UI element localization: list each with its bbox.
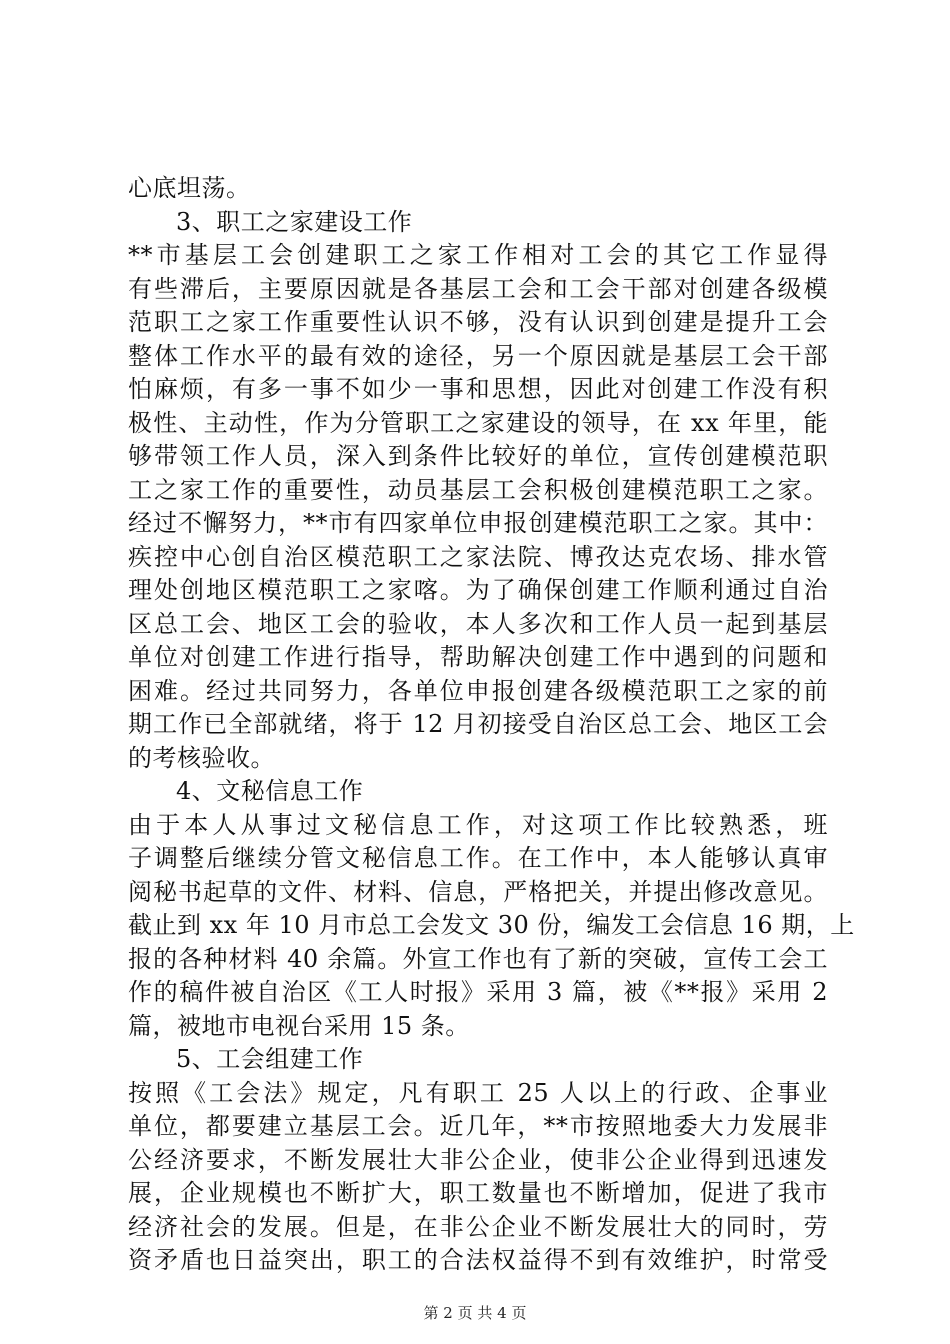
text-line: 整体工作水平的最有效的途径，另一个原因就是基层工会干部 — [128, 341, 828, 370]
text-line: 经过不懈努力，**市有四家单位申报创建模范职工之家。其中： — [128, 509, 828, 537]
text-line: 心底坦荡。 — [128, 174, 251, 202]
text-line: 范职工之家工作重要性认识不够，没有认识到创建是提升工会 — [128, 308, 828, 336]
text-line: 截止到 xx 年 10 月市总工会发文 30 份，编发工会信息 16 期，上 — [128, 911, 855, 939]
text-line: 由于本人从事过文秘信息工作，对这项工作比较熟悉，班 — [128, 810, 828, 839]
text-line: 期工作已全部就绪，将于 12 月初接受自治区总工会、地区工会 — [128, 710, 828, 738]
text-line: 理处创地区模范职工之家喀。为了确保创建工作顺利通过自治 — [128, 576, 828, 604]
page-footer: 第 2 页 共 4 页 — [423, 1304, 527, 1322]
text-line: 困难。经过共同努力，各单位申报创建各级模范职工之家的前 — [128, 676, 828, 705]
text-line: 作的稿件被自治区《工人时报》采用 3 篇，被《**报》采用 2 — [128, 978, 828, 1006]
text-line: 疾控中心创自治区模范职工之家法院、博孜达克农场、排水管 — [128, 542, 828, 571]
text-line: 单位，都要建立基层工会。近几年，**市按照地委大力发展非 — [128, 1112, 828, 1140]
text-line: 有些滞后，主要原因就是各基层工会和工会干部对创建各级模 — [128, 274, 828, 303]
text-line: 公经济要求，不断发展壮大非公企业，使非公企业得到迅速发 — [128, 1145, 828, 1174]
text-line: 按照《工会法》规定，凡有职工 25 人以上的行政、企事业 — [128, 1078, 828, 1107]
section-heading: 4、文秘信息工作 — [176, 777, 364, 805]
text-line: 工之家工作的重要性，动员基层工会积极创建模范职工之家。 — [128, 475, 828, 504]
text-line: **市基层工会创建职工之家工作相对工会的其它工作显得 — [128, 241, 828, 269]
text-line: 报的各种材料 40 余篇。外宣工作也有了新的突破，宣传工会工 — [128, 944, 828, 973]
text-line: 极性、主动性，作为分管职工之家建设的领导，在 xx 年里，能 — [128, 408, 828, 437]
text-line: 区总工会、地区工会的验收，本人多次和工作人员一起到基层 — [128, 609, 828, 638]
document-body — [128, 172, 855, 1278]
text-line: 够带领工作人员，深入到条件比较好的单位，宣传创建模范职 — [128, 442, 828, 470]
section-heading: 3、职工之家建设工作 — [176, 207, 413, 236]
text-line: 子调整后继续分管文秘信息工作。在工作中，本人能够认真审 — [128, 844, 828, 872]
text-line: 怕麻烦，有多一事不如少一事和思想，因此对创建工作没有积 — [128, 375, 828, 403]
text-line: 展，企业规模也不断扩大，职工数量也不断增加，促进了我市 — [128, 1179, 828, 1207]
text-line: 阅秘书起草的文件、材料、信息，严格把关，并提出修改意见。 — [128, 877, 828, 906]
text-line: 篇，被地市电视台采用 15 条。 — [128, 1011, 470, 1040]
text-line: 单位对创建工作进行指导，帮助解决创建工作中遇到的问题和 — [128, 643, 828, 671]
section-heading: 5、工会组建工作 — [176, 1045, 364, 1073]
text-line: 的考核验收。 — [128, 743, 275, 772]
text-line: 经济社会的发展。但是，在非公企业不断发展壮大的同时，劳 — [128, 1212, 828, 1241]
text-line: 资矛盾也日益突出，职工的合法权益得不到有效维护，时常受 — [128, 1246, 828, 1274]
